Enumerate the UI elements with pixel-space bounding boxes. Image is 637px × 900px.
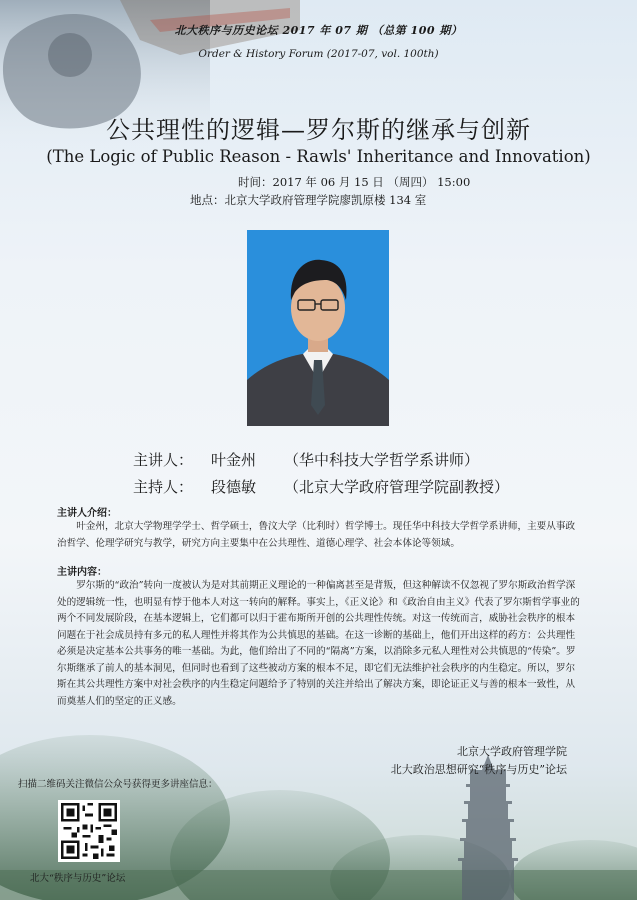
qr-label: 北大“秩序与历史”论坛 xyxy=(30,873,126,884)
host-name: 段德敏 xyxy=(211,478,257,496)
speaker-portrait-image xyxy=(247,230,389,426)
lecture-title: 公共理性的逻辑—罗尔斯的继承与创新 xyxy=(106,116,531,144)
speaker-role-label: 主讲人： xyxy=(133,451,194,469)
speaker-bio-section xyxy=(57,504,582,552)
organizer-line-2: 北大政治思想研究“秩序与历史”论坛 xyxy=(390,763,567,776)
event-venue: 地点：北京大学政府管理学院廖凯原楼 134 室 xyxy=(190,193,427,207)
speaker-row xyxy=(133,447,509,474)
content-text: 罗尔斯的“政治”转向一度被认为是对其前期正义理论的一种偏离甚至是背叛，但这种解读不仅忽视了罗尔斯政治哲学深处的逻辑统一性，也明显有悖于他本人对这一转向的解释。事实上，《正义论》和《政治自由主义》代表了罗尔斯哲学事业的两个不同发展阶段，在基本逻辑上，它们都可以归于霍布斯所开创的公共理性传统。对这一传统而言，威胁社会秩序的根本问题在于社会成员持有多元的私人理性并将其作为公共慎思的基础。在这一诊断的基础上，他们开出这样的药方：公共理性必须是决定基本公共事务的唯一基础。为此，他们给出了不同的“隔离”方案，以消除多元私人理性对公共慎思的“传染”。罗尔斯继承了前人的基本洞见，但同时也看到了这些被动方案的根本不足，即它们无法维护社会秩序的内生稳定。所以，罗尔斯在其公共理性方案中对社会秩序的内生稳定问题给予了特别的关注并给出了解决方案，即论证正义与善的根本一致性，从而奠基人们的坚定的正义感。 xyxy=(57,580,580,707)
organizers xyxy=(391,743,567,779)
series-title: 北大秩序与历史论坛 2017 年 07 期 （总第 100 期） xyxy=(174,24,463,37)
bio-heading: 主讲人介绍： xyxy=(57,508,117,519)
qr-code[interactable] xyxy=(58,800,120,862)
series-title-english: Order & History Forum (2017-07, vol. 100th) xyxy=(198,48,439,60)
lecture-title-english: (The Logic of Public Reason - Rawls' Inheritance and Innovation) xyxy=(46,147,591,166)
speaker-affiliation: （华中科技大学哲学系讲师） xyxy=(284,451,480,469)
lecture-content-section xyxy=(57,563,582,710)
host-row xyxy=(133,474,509,501)
content-heading: 主讲内容： xyxy=(57,567,107,578)
speaker-info xyxy=(133,447,509,501)
organizer-line-1: 北京大学政府管理学院 xyxy=(457,745,567,758)
event-time: 时间：2017 年 06 月 15 日 （周四） 15:00 xyxy=(238,175,471,189)
qr-code-icon xyxy=(61,803,117,859)
qr-caption: 扫描二维码关注微信公众号获得更多讲座信息： xyxy=(18,779,218,790)
host-role-label: 主持人： xyxy=(133,478,194,496)
host-affiliation: （北京大学政府管理学院副教授） xyxy=(284,478,510,496)
speaker-name: 叶金州 xyxy=(211,451,257,469)
bio-text: 叶金州，北京大学物理学学士、哲学硕士，鲁汶大学（比利时）哲学博士。现任华中科技大学哲学系讲师，主要从事政治哲学、伦理学研究与教学，研究方向主要集中在公共理性、道德心理学、社会本体论等领域。 xyxy=(57,521,576,549)
speaker-photo xyxy=(247,230,389,426)
